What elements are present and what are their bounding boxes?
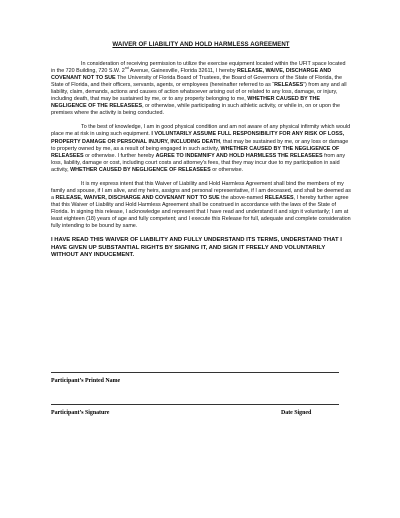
superscript-run: nd <box>124 66 129 71</box>
text-run: To the best of knowledge, I am in good physical condition and am not aware of any physical infirmity which would place me at risk in using such equipment. <box>51 124 351 138</box>
bold-text-run: RELEASE, WAIVER, DISCHARGE AND COVENANT NOT TO SUE <box>55 194 220 201</box>
text-run: , or otherwise, while participating in such athletic activity, or while in, on or upon the premises where the activity is being conducted. <box>51 103 341 117</box>
bold-text-run: I VOLUNTARILY ASSUME FULL RESPONSIBILITY FOR ANY RISK OF LOSS, PROPERTY DAMAGE OR PERSONAL INJURY, INCLUDING DEATH <box>51 131 345 145</box>
acknowledgement-statement: I HAVE READ THIS WAIVER OF LIABILITY AND FULLY UNDERSTAND ITS TERMS, UNDERSTAND THAT I HAVE GIVEN UP SUBSTANTIAL RIGHTS BY SIGNING IT, AND SIGN IT FREELY AND VOLUNTARILY WITHOUT ANY INDUCEMENT. <box>51 237 342 259</box>
text-run: In consideration of receiving permission to utilize the exercise equipment located within the UFIT space located in the 720 Building, 720 S.W. 2 <box>51 61 346 75</box>
paragraph-binding-intent <box>51 181 351 230</box>
text-run: , that may be sustained by me, or any loss or damage to property owned by me, as a result of being engaged in such activity, <box>51 138 349 152</box>
text-run: or otherwise. <box>210 166 244 173</box>
document-title: WAIVER OF LIABILITY AND HOLD HARMLESS AGREEMENT <box>112 41 290 48</box>
text-run: ”) from any and all liability, claim, demands, actions and causes of action whatsoever arising out of or related to any loss, damage, or injury, including death, that may be sustained by me, or to any property belonging to me, <box>51 82 347 103</box>
text-run: The University of Florida Board of Trustees, the Board of Governors of the State of Florida, the State of Florida, and their officers, servants, agents, or employees (hereinafter referred to as “ <box>51 75 343 89</box>
text-run: , I hereby further agree that this Waiver of Liability and Hold Harmless Agreement shall be construed in accordance with the laws of the State of Florida. In signing this release, I acknowledge and represent that I have read and understand it and sign it voluntarily; I am at least eighteen (18) years of age and fully competent; and I execute this Release for full, adequate and complete consideration fully intending to be bound by same. <box>51 194 351 230</box>
paragraph-assumption-of-risk <box>51 124 351 173</box>
bold-text-run: WHETHER CAUSED BY NEGLIGENCE OF RELEASEES <box>70 166 211 173</box>
text-run: Avenue, Gainesville, Florida 32611, I hereby <box>128 68 238 75</box>
text-run: It is my express intent that this Waiver of Liability and Hold Harmless Agreement shall bind the members of my family and spouse, if I am alive, and my heirs, assigns and personal representative, if I am deceased, and shall be deemed as a <box>51 180 351 201</box>
bold-text-run: RELEASES <box>274 82 304 89</box>
printed-name-label: Participant’s Printed Name <box>51 378 121 384</box>
signature-label: Participant’s Signature <box>51 410 110 416</box>
text-run: or otherwise. I further hereby <box>83 152 156 159</box>
printed-name-line[interactable] <box>51 372 339 373</box>
paragraph-release <box>51 61 351 117</box>
bold-text-run: AGREE TO INDEMNIFY AND HOLD HARMLESS THE RELEASEES <box>155 152 323 159</box>
date-signed-label: Date Signed <box>281 410 312 416</box>
bold-text-run: RELEASE, WAIVE, DISCHARGE AND COVENANT NOT TO SUE <box>51 68 332 82</box>
bold-text-run: WHETHER CAUSED BY THE NEGLIGENCE OF RELEASEES <box>51 145 340 159</box>
text-run: the above-named <box>219 194 265 201</box>
bold-text-run: RELEASES <box>264 194 294 201</box>
bold-text-run: WHETHER CAUSED BY THE NEGLIGENCE OF THE RELEASEES <box>51 96 320 110</box>
signature-line[interactable] <box>51 404 339 405</box>
text-run: from any loss, liability, damage or cost, including court costs and attorney's fees, that they may incur due to my participation in said activity, <box>51 152 346 173</box>
